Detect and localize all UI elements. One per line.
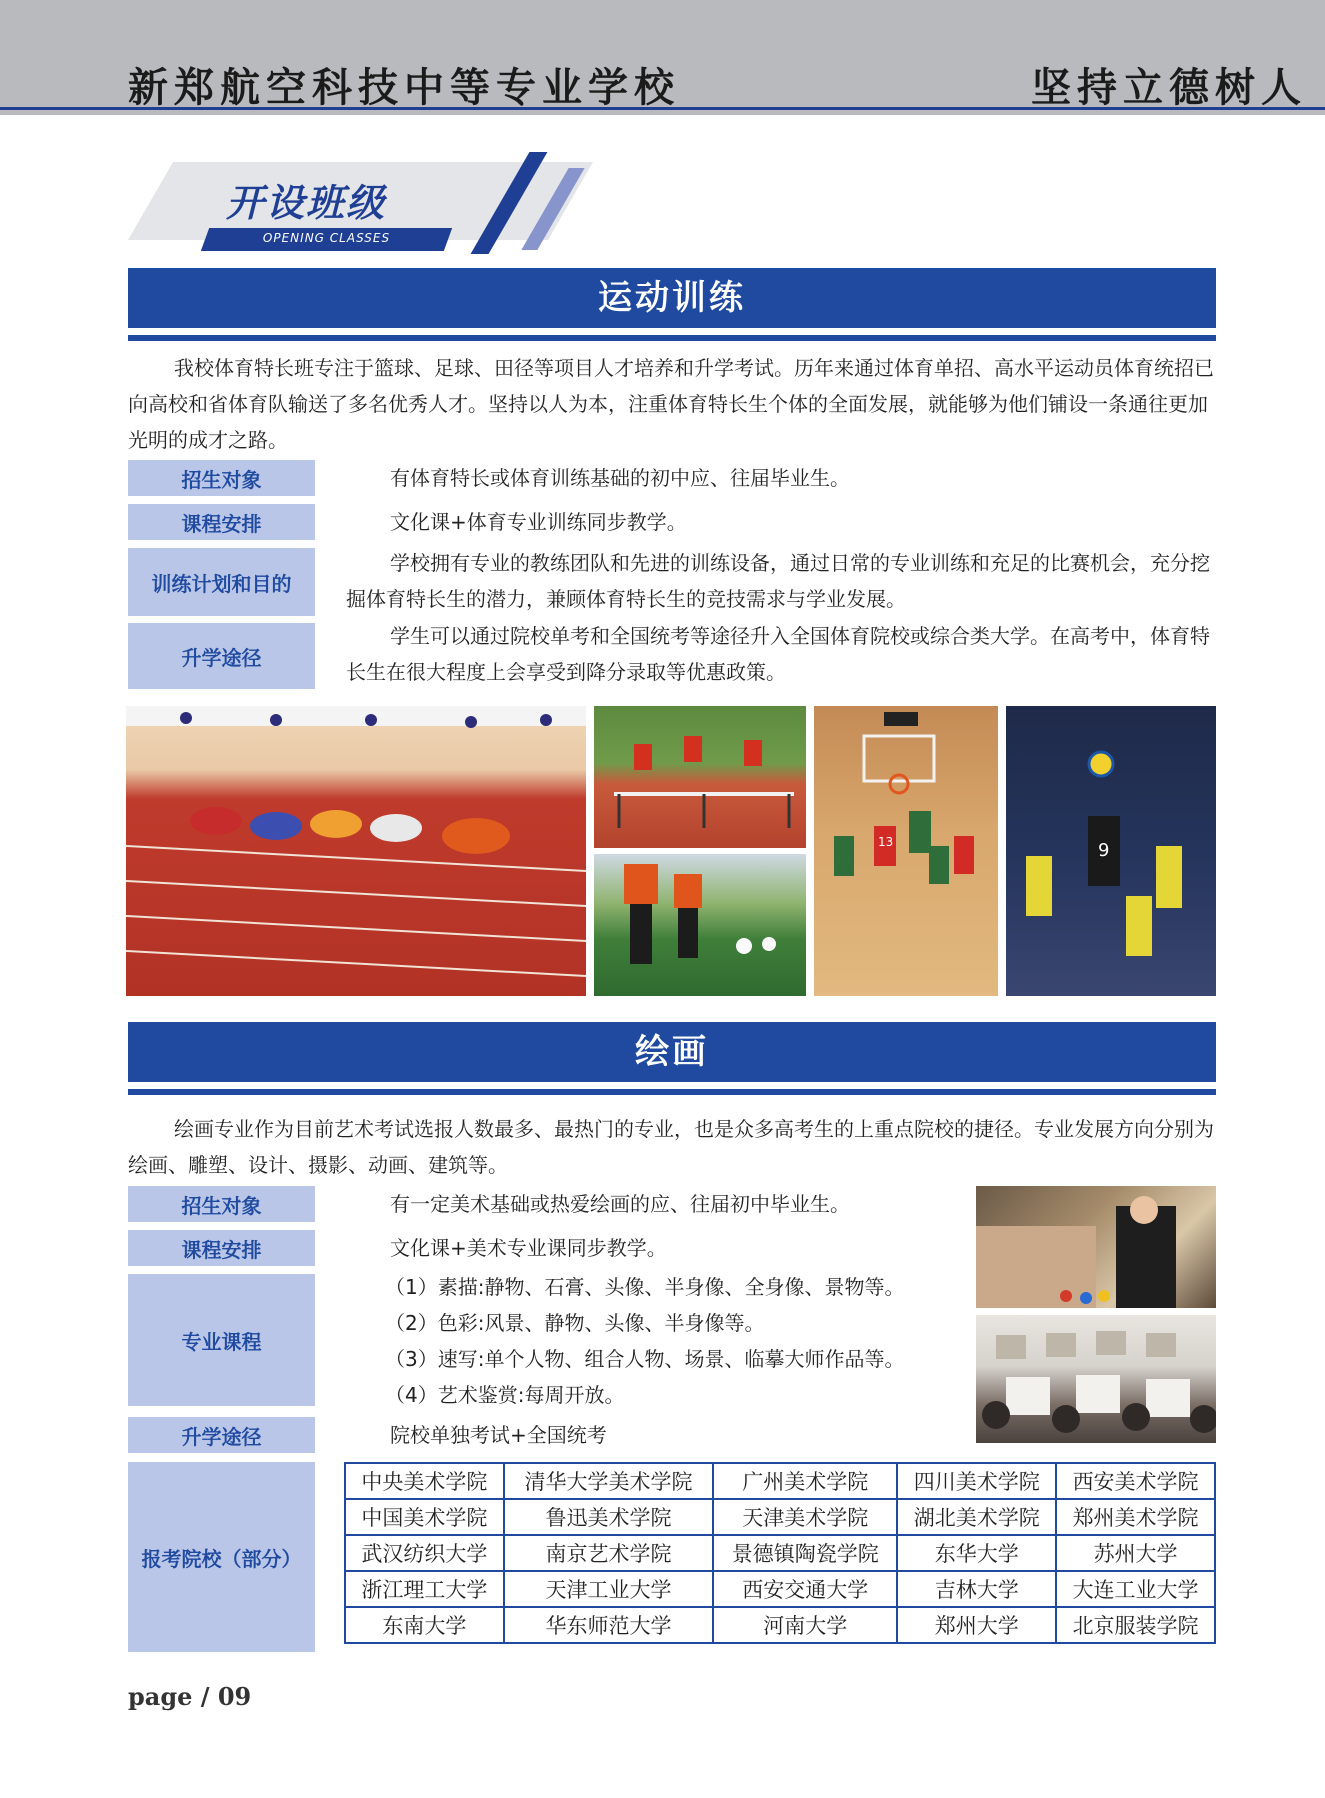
label-enrollment: 招生对象 bbox=[128, 1186, 315, 1222]
course-item: （3）速写:单个人物、组合人物、场景、临摹大师作品等。 bbox=[385, 1347, 905, 1371]
label-major-courses: 专业课程 bbox=[128, 1274, 315, 1406]
label-target-schools: 报考院校（部分） bbox=[128, 1462, 315, 1652]
jersey-number: 13 bbox=[878, 835, 894, 849]
table-cell: 苏州大学 bbox=[1056, 1535, 1215, 1571]
page-number: page / 09 bbox=[128, 1682, 252, 1711]
photo-hurdles bbox=[594, 706, 806, 848]
table-cell: 东南大学 bbox=[345, 1607, 504, 1643]
table-cell: 西安美术学院 bbox=[1056, 1463, 1215, 1499]
value-enrollment: 有体育特长或体育训练基础的初中应、往届毕业生。 bbox=[390, 466, 850, 490]
table-cell: 郑州美术学院 bbox=[1056, 1499, 1215, 1535]
banner-title: 开设班级 bbox=[226, 181, 387, 225]
table-cell: 南京艺术学院 bbox=[504, 1535, 713, 1571]
section-rule bbox=[128, 335, 1216, 341]
value-schedule: 文化课+体育专业训练同步教学。 bbox=[390, 510, 687, 534]
photo-sprint-start bbox=[126, 706, 586, 996]
photo-basketball-art bbox=[814, 706, 998, 996]
table-cell: 天津工业大学 bbox=[504, 1571, 713, 1607]
table-row bbox=[345, 1535, 1215, 1571]
photo-soccer-drill bbox=[594, 854, 806, 996]
section-title-painting: 绘画 bbox=[128, 1022, 1216, 1082]
photo-basketball bbox=[814, 706, 998, 996]
jersey-number: 9 bbox=[1098, 840, 1110, 861]
photo-soccer-art bbox=[594, 854, 806, 996]
photo-sprint-art bbox=[126, 706, 586, 996]
table-cell: 天津美术学院 bbox=[713, 1499, 897, 1535]
table-cell: 大连工业大学 bbox=[1056, 1571, 1215, 1607]
photo-volleyball bbox=[1006, 706, 1216, 996]
value-schedule: 文化课+美术专业课同步教学。 bbox=[390, 1236, 667, 1260]
table-cell: 鲁迅美术学院 bbox=[504, 1499, 713, 1535]
table-cell: 广州美术学院 bbox=[713, 1463, 897, 1499]
value-enrollment: 有一定美术基础或热爱绘画的应、往届初中毕业生。 bbox=[390, 1192, 850, 1216]
school-motto: 坚持立德树人 bbox=[1031, 65, 1307, 111]
label-enrollment: 招生对象 bbox=[128, 460, 315, 496]
section-title-sports: 运动训练 bbox=[128, 268, 1216, 328]
schools-table bbox=[344, 1462, 1216, 1644]
course-list bbox=[385, 1269, 975, 1413]
table-cell: 北京服装学院 bbox=[1056, 1607, 1215, 1643]
photo-volleyball-art bbox=[1006, 706, 1216, 996]
banner-subtitle: OPENING CLASSES bbox=[262, 231, 391, 245]
table-cell: 四川美术学院 bbox=[897, 1463, 1056, 1499]
section-rule bbox=[128, 1089, 1216, 1095]
table-row bbox=[345, 1607, 1215, 1643]
photo-art-class-2-art bbox=[976, 1315, 1216, 1443]
table-cell: 清华大学美术学院 bbox=[504, 1463, 713, 1499]
label-schedule: 课程安排 bbox=[128, 504, 315, 540]
course-item: （2）色彩:风景、静物、头像、半身像等。 bbox=[385, 1311, 765, 1335]
table-row bbox=[345, 1463, 1215, 1499]
table-cell: 河南大学 bbox=[713, 1607, 897, 1643]
table-cell: 西安交通大学 bbox=[713, 1571, 897, 1607]
label-schedule: 课程安排 bbox=[128, 1230, 315, 1266]
table-row bbox=[345, 1571, 1215, 1607]
table-cell: 东华大学 bbox=[897, 1535, 1056, 1571]
table-cell: 武汉纺织大学 bbox=[345, 1535, 504, 1571]
table-cell: 浙江理工大学 bbox=[345, 1571, 504, 1607]
label-advancement: 升学途径 bbox=[128, 1417, 315, 1453]
photo-art-class-2 bbox=[976, 1315, 1216, 1443]
table-cell: 华东师范大学 bbox=[504, 1607, 713, 1643]
course-item: （4）艺术鉴赏:每周开放。 bbox=[385, 1383, 625, 1407]
painting-intro: 绘画专业作为目前艺术考试选报人数最多、最热门的专业，也是众多高考生的上重点院校的捷径。专业发展方向分别为绘画、雕塑、设计、摄影、动画、建筑等。 bbox=[128, 1117, 1214, 1177]
table-row bbox=[345, 1499, 1215, 1535]
value-training-plan: 学校拥有专业的教练团队和先进的训练设备，通过日常的专业训练和充足的比赛机会，充分挖掘体育特长生的潜力，兼顾体育特长生的竞技需求与学业发展。 bbox=[346, 551, 1210, 611]
table-cell: 中国美术学院 bbox=[345, 1499, 504, 1535]
course-item: （1）素描:静物、石膏、头像、半身像、全身像、景物等。 bbox=[385, 1275, 905, 1299]
value-advancement: 院校单独考试+全国统考 bbox=[390, 1423, 607, 1447]
table-cell: 郑州大学 bbox=[897, 1607, 1056, 1643]
value-advancement: 学生可以通过院校单考和全国统考等途径升入全国体育院校或综合类大学。在高考中，体育特长生在很大程度上会享受到降分录取等优惠政策。 bbox=[346, 624, 1210, 684]
label-advancement: 升学途径 bbox=[128, 623, 315, 689]
photo-art-class-1-art bbox=[976, 1186, 1216, 1308]
photo-hurdles-art bbox=[594, 706, 806, 848]
table-cell: 中央美术学院 bbox=[345, 1463, 504, 1499]
label-training-plan: 训练计划和目的 bbox=[128, 548, 315, 616]
photo-art-class-1 bbox=[976, 1186, 1216, 1308]
table-cell: 吉林大学 bbox=[897, 1571, 1056, 1607]
table-cell: 湖北美术学院 bbox=[897, 1499, 1056, 1535]
sports-intro: 我校体育特长班专注于篮球、足球、田径等项目人才培养和升学考试。历年来通过体育单招、高水平运动员体育统招已向高校和省体育队输送了多名优秀人才。坚持以人为本，注重体育特长生个体的全面发展，就能够为他们铺设一条通往更加光明的成才之路。 bbox=[128, 356, 1214, 452]
table-cell: 景德镇陶瓷学院 bbox=[713, 1535, 897, 1571]
school-name: 新郑航空科技中等专业学校 bbox=[128, 65, 680, 111]
